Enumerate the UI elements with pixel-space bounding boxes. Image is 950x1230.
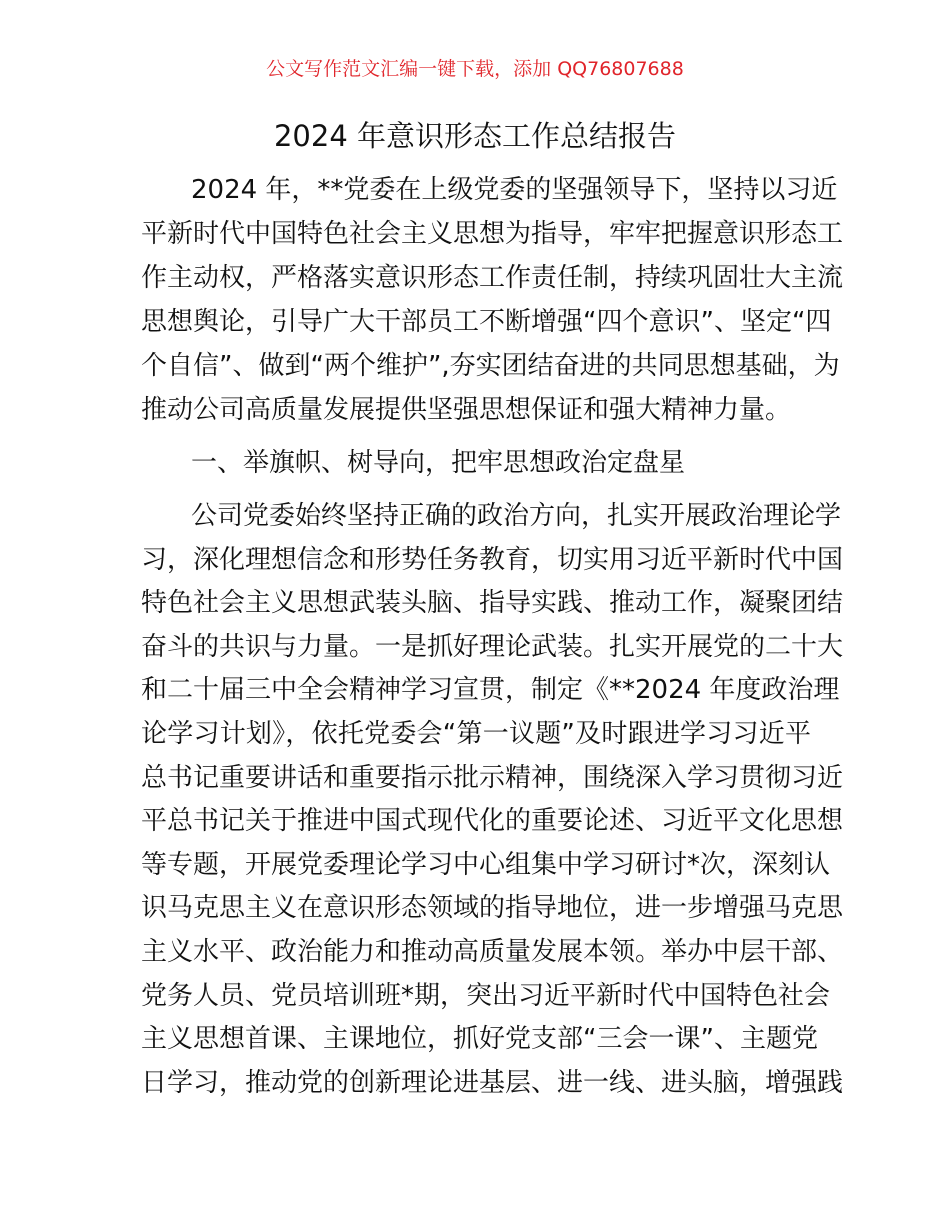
intro-paragraph	[141, 168, 844, 432]
text-line: 日学习，推动党的创新理论进基层、进一线、进头脑，增强践	[141, 1067, 844, 1098]
text-line: 识马克思主义在意识形态领域的指导地位，进一步增强马克思	[141, 893, 844, 924]
body-paragraph	[141, 495, 844, 1105]
text-line: 思想舆论，引导广大干部员工不断增强“四个意识”、坚定“四	[141, 307, 832, 337]
text-line: 总书记重要讲话和重要指示批示精神，围绕深入学习贯彻习近	[141, 762, 844, 793]
text-line: 作主动权，严格落实意识形态工作责任制，持续巩固壮大主流	[141, 263, 844, 293]
text-line: 特色社会主义思想武装头脑、指导实践、推动工作，凝聚团结	[141, 588, 844, 619]
text-line: 习，深化理想信念和形势任务教育，切实用习近平新时代中国	[141, 544, 844, 575]
document-title: 2024 年意识形态工作总结报告	[273, 119, 677, 153]
text-line: 平新时代中国特色社会主义思想为指导，牢牢把握意识形态工	[141, 219, 844, 249]
text-line: 2024 年，**党委在上级党委的坚强领导下，坚持以习近	[191, 175, 838, 205]
text-line: 论学习计划》，依托党委会“第一议题”及时跟进学习习近平	[141, 718, 811, 749]
text-line: 推动公司高质量发展提供坚强思想保证和强大精神力量。	[141, 395, 792, 425]
text-line: 个自信”、做到“两个维护”,夯实团结奋进的共同思想基础，为	[141, 351, 840, 381]
text-line: 奋斗的共识与力量。一是抓好理论武装。扎实开展党的二十大	[141, 631, 844, 662]
text-line: 主义思想首课、主课地位，抓好党支部“三会一课”、主题党	[141, 1024, 818, 1055]
text-line: 和二十届三中全会精神学习宣贯，制定《**2024 年度政治理	[141, 675, 840, 706]
text-line: 党务人员、党员培训班*期，突出习近平新时代中国特色社会	[141, 980, 831, 1011]
text-line: 公司党委始终坚持正确的政治方向，扎实开展政治理论学	[191, 501, 842, 531]
text-line: 主义水平、政治能力和推动高质量发展本领。举办中层干部、	[141, 936, 844, 967]
download-watermark-link[interactable]: 公文写作范文汇编一键下载，添加 QQ76807688	[266, 58, 684, 80]
text-line: 平总书记关于推进中国式现代化的重要论述、习近平文化思想	[141, 806, 844, 837]
section-heading: 一、举旗帜、树导向，把牢思想政治定盘星	[191, 448, 686, 478]
text-line: 等专题，开展党委理论学习中心组集中学习研讨*次，深刻认	[141, 849, 831, 880]
